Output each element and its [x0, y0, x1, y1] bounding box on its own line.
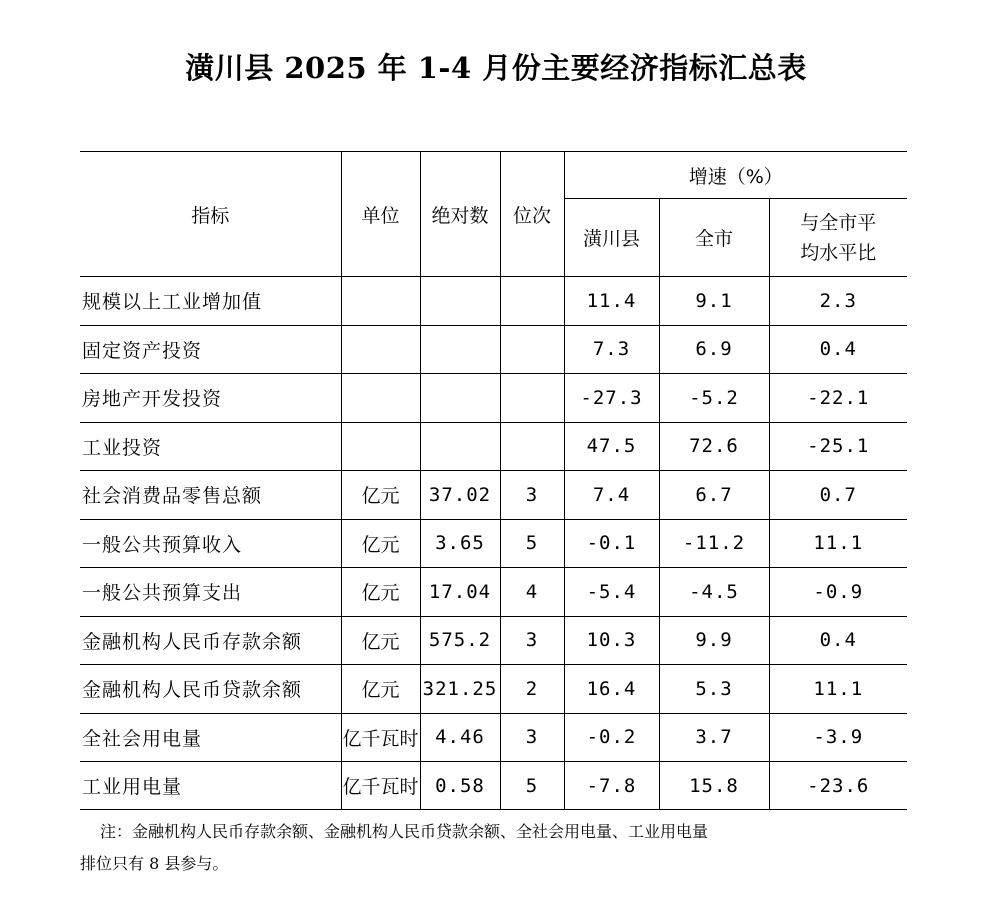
row-absolute: 3.65 [420, 519, 500, 568]
indicator-table [80, 151, 907, 810]
row-county-growth: 16.4 [564, 665, 659, 714]
header-absolute: 绝对数 [420, 152, 500, 277]
row-absolute: 575.2 [420, 616, 500, 665]
row-absolute [420, 374, 500, 423]
table-body [80, 277, 907, 810]
row-diff: 0.4 [769, 616, 907, 665]
row-diff: 0.7 [769, 471, 907, 520]
row-diff: -25.1 [769, 422, 907, 471]
row-absolute [420, 277, 500, 326]
row-name: 社会消费品零售总额 [80, 471, 341, 520]
header-compare [769, 199, 907, 277]
row-rank: 3 [500, 471, 564, 520]
row-unit [341, 277, 420, 326]
table-row [80, 713, 907, 762]
row-rank [500, 422, 564, 471]
row-county-growth: -5.4 [564, 568, 659, 617]
row-county-growth: 47.5 [564, 422, 659, 471]
row-unit: 亿千瓦时 [341, 713, 420, 762]
table-row [80, 471, 907, 520]
footnote-line-2: 排位只有 8 县参与。 [80, 854, 229, 873]
row-name: 全社会用电量 [80, 713, 341, 762]
row-diff: -23.6 [769, 762, 907, 810]
row-rank [500, 374, 564, 423]
row-name: 房地产开发投资 [80, 374, 341, 423]
row-county-growth: -7.8 [564, 762, 659, 810]
row-diff: -3.9 [769, 713, 907, 762]
row-unit: 亿元 [341, 568, 420, 617]
row-diff: 0.4 [769, 325, 907, 374]
row-unit [341, 422, 420, 471]
header-rank: 位次 [500, 152, 564, 277]
table-row [80, 762, 907, 810]
row-city-growth: 9.9 [659, 616, 769, 665]
row-county-growth: 11.4 [564, 277, 659, 326]
row-rank [500, 277, 564, 326]
header-county: 潢川县 [564, 199, 659, 277]
row-name: 工业用电量 [80, 762, 341, 810]
row-rank [500, 325, 564, 374]
row-absolute: 37.02 [420, 471, 500, 520]
row-name: 一般公共预算收入 [80, 519, 341, 568]
table-row [80, 616, 907, 665]
row-absolute: 4.46 [420, 713, 500, 762]
row-diff: 2.3 [769, 277, 907, 326]
row-rank: 4 [500, 568, 564, 617]
row-city-growth: 3.7 [659, 713, 769, 762]
row-name: 固定资产投资 [80, 325, 341, 374]
row-unit [341, 374, 420, 423]
row-county-growth: 7.3 [564, 325, 659, 374]
row-city-growth: 15.8 [659, 762, 769, 810]
row-rank: 5 [500, 762, 564, 810]
row-name: 金融机构人民币存款余额 [80, 616, 341, 665]
row-city-growth: -4.5 [659, 568, 769, 617]
header-compare-line2: 均水平比 [800, 241, 877, 264]
row-city-growth: 72.6 [659, 422, 769, 471]
row-diff: 11.1 [769, 665, 907, 714]
row-unit [341, 325, 420, 374]
footnote [80, 816, 920, 880]
table-row [80, 568, 907, 617]
row-city-growth: 9.1 [659, 277, 769, 326]
row-name: 金融机构人民币贷款余额 [80, 665, 341, 714]
row-county-growth: 10.3 [564, 616, 659, 665]
row-unit: 亿千瓦时 [341, 762, 420, 810]
header-growth: 增速（%） [564, 152, 907, 199]
row-unit: 亿元 [341, 519, 420, 568]
row-absolute: 17.04 [420, 568, 500, 617]
row-diff: -0.9 [769, 568, 907, 617]
row-county-growth: 7.4 [564, 471, 659, 520]
header-city: 全市 [659, 199, 769, 277]
row-name: 一般公共预算支出 [80, 568, 341, 617]
table-row [80, 277, 907, 326]
table-row [80, 374, 907, 423]
row-diff: 11.1 [769, 519, 907, 568]
row-rank: 5 [500, 519, 564, 568]
table-row [80, 422, 907, 471]
header-unit: 单位 [341, 152, 420, 277]
row-city-growth: 5.3 [659, 665, 769, 714]
header-compare-line1: 与全市平 [800, 211, 877, 234]
row-city-growth: 6.7 [659, 471, 769, 520]
row-rank: 2 [500, 665, 564, 714]
footnote-line-1: 注：金融机构人民币存款余额、金融机构人民币贷款余额、全社会用电量、工业用电量 [100, 822, 709, 841]
page-title: 潢川县 2025 年 1-4 月份主要经济指标汇总表 [185, 51, 807, 85]
row-county-growth: -0.2 [564, 713, 659, 762]
row-unit: 亿元 [341, 665, 420, 714]
row-absolute [420, 325, 500, 374]
table-row [80, 325, 907, 374]
row-name: 工业投资 [80, 422, 341, 471]
row-absolute [420, 422, 500, 471]
row-unit: 亿元 [341, 471, 420, 520]
row-county-growth: -0.1 [564, 519, 659, 568]
row-unit: 亿元 [341, 616, 420, 665]
row-city-growth: -11.2 [659, 519, 769, 568]
row-name: 规模以上工业增加值 [80, 277, 341, 326]
table-row [80, 519, 907, 568]
row-city-growth: -5.2 [659, 374, 769, 423]
row-diff: -22.1 [769, 374, 907, 423]
row-city-growth: 6.9 [659, 325, 769, 374]
row-county-growth: -27.3 [564, 374, 659, 423]
row-absolute: 0.58 [420, 762, 500, 810]
row-absolute: 321.25 [420, 665, 500, 714]
row-rank: 3 [500, 616, 564, 665]
table-row [80, 665, 907, 714]
row-rank: 3 [500, 713, 564, 762]
header-indicator: 指标 [80, 152, 341, 277]
